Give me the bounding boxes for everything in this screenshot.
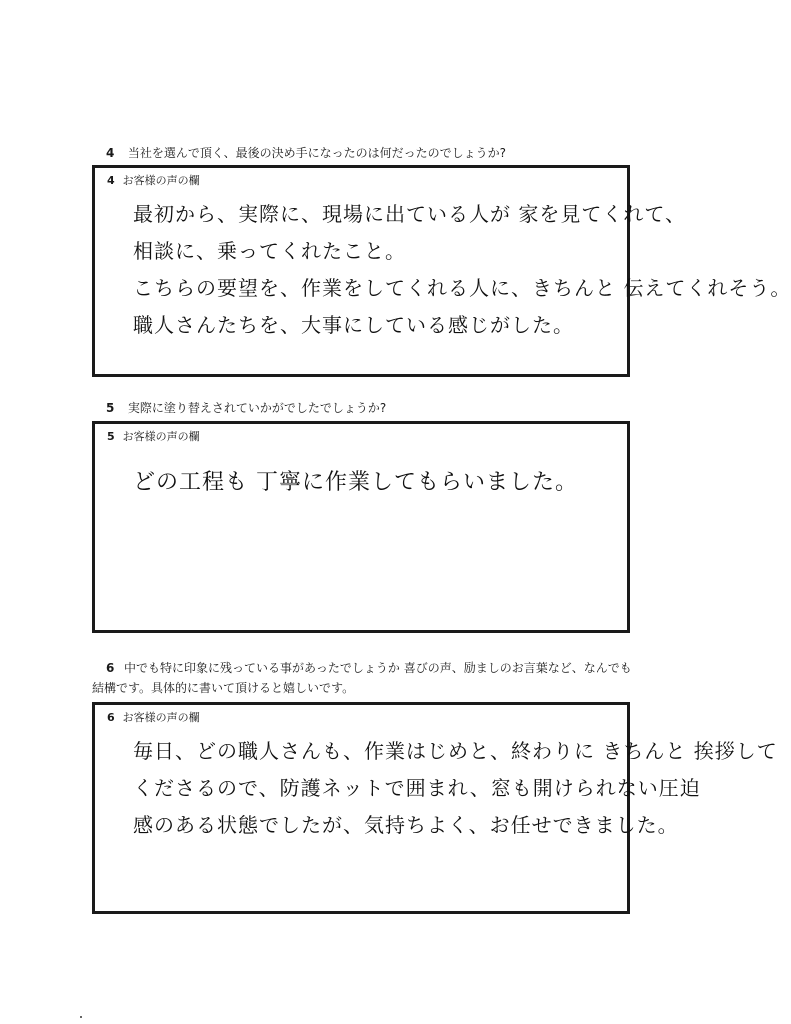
box-number: 5 [107, 430, 115, 443]
answer-box-6 [92, 702, 778, 914]
box-label-text: お客様の声の欄 [122, 174, 200, 187]
box-number: 4 [107, 174, 115, 187]
question-number: 5 [106, 401, 115, 415]
answer-line: 相談に、乗ってくれたこと。 [133, 239, 406, 263]
answer-box-4 [92, 165, 791, 377]
answer-line: 毎日、どの職人さんも、作業はじめと、終わりに きちんと 挨拶して [133, 739, 778, 763]
question-6 [92, 658, 632, 698]
question-5 [92, 398, 386, 418]
handwritten-answer [133, 464, 621, 501]
box-label-text: お客様の声の欄 [122, 711, 200, 724]
box-label-text: お客様の声の欄 [122, 430, 200, 443]
question-number: 4 [106, 146, 115, 160]
box-label [107, 709, 200, 725]
box-number: 6 [107, 711, 115, 724]
answer-line: こちらの要望を、作業をしてくれる人に、きちんと 伝えてくれそう。 [133, 276, 791, 300]
scan-speck [80, 1016, 82, 1018]
answer-line: 職人さんたちを、大事にしている感じがした。 [133, 313, 574, 337]
answer-line: どの工程も 丁寧に作業してもらいました。 [133, 470, 578, 495]
box-label [107, 172, 200, 188]
question-text: 実際に塗り替えされていかがでしたでしょうか? [127, 401, 387, 415]
question-text: 中でも特に印象に残っている事があったでしょうか 喜びの声、励ましのお言葉など、なんでも結構です。具体的に書いて頂けると嬉しいです。 [92, 661, 632, 695]
answer-line: 最初から、実際に、現場に出ている人が 家を見てくれて、 [133, 202, 686, 226]
answer-line: 感のある状態でしたが、気持ちよく、お任せできました。 [133, 813, 679, 837]
question-number: 6 [106, 661, 115, 675]
answer-box-5 [92, 421, 630, 633]
handwritten-answer [133, 733, 778, 844]
question-text: 当社を選んで頂く、最後の決め手になったのは何だったのでしょうか? [127, 146, 506, 160]
answer-line: くださるので、防護ネットで囲まれ、窓も開けられない圧迫 [133, 776, 701, 800]
box-label [107, 428, 200, 444]
question-4 [92, 143, 506, 163]
handwritten-answer [133, 196, 791, 344]
